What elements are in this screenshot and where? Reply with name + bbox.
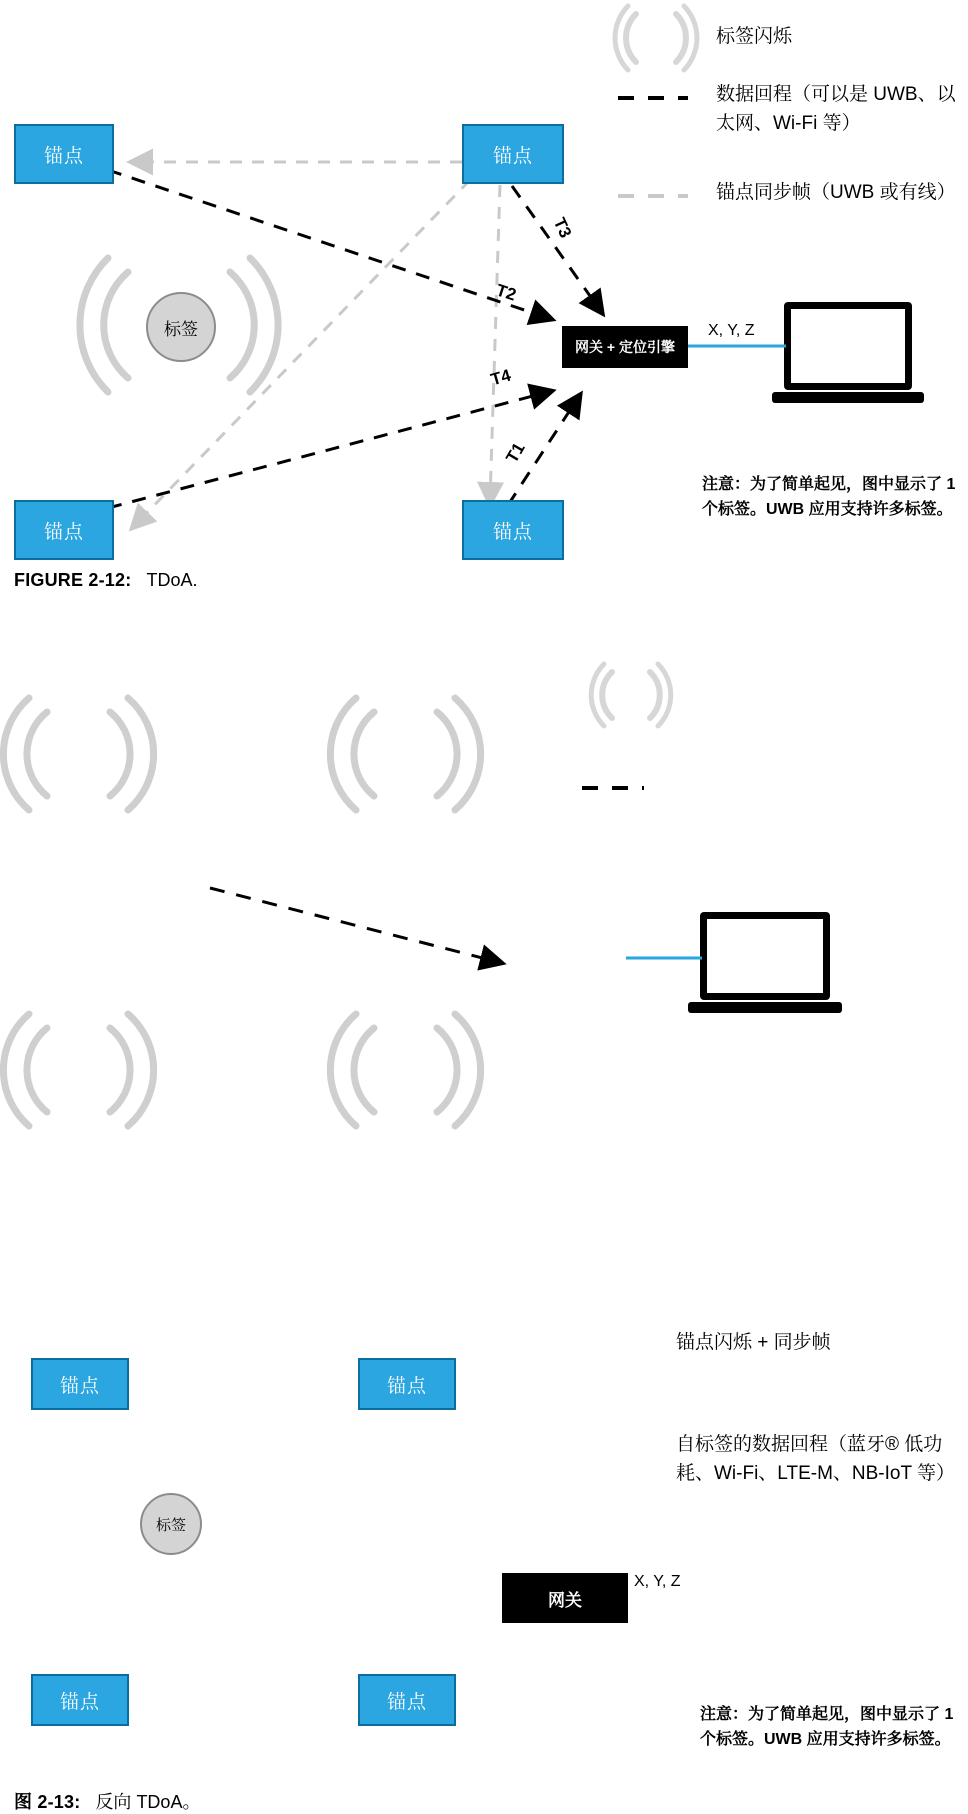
legend-item-tag-backhaul-text: 自标签的数据回程（蓝牙® 低功耗、Wi-Fi、LTE-M、NB-IoT 等） (676, 1434, 956, 1484)
anchor-label: 锚点 (43, 145, 84, 167)
anchor-label: 锚点 (386, 1691, 427, 1713)
anchor-box-bottom-right (462, 500, 564, 560)
figure2-caption (14, 1788, 200, 1814)
tag-to-gateway-line (210, 888, 498, 962)
gateway-positioning-engine (562, 326, 688, 368)
anchor-label: 锚点 (59, 1375, 100, 1397)
gateway-label: 网关 (548, 1590, 582, 1610)
figure2-note: 注意：为了简单起见，图中显示了 1 个标签。UWB 应用支持许多标签。 (700, 1706, 954, 1748)
gateway-label: 网关 + 定位引擎 (575, 339, 675, 355)
anchor-box-top-right (462, 124, 564, 184)
figure1-note: 注意：为了简单起见，图中显示了 1 个标签。UWB 应用支持许多标签。 (702, 476, 956, 518)
figure-tdoa (0, 0, 968, 600)
tag-node (140, 1493, 202, 1555)
legend-item-backhaul: 数据回程（可以是 UWB、以太网、Wi-Fi 等） (716, 84, 956, 134)
anchor-label: 锚点 (492, 521, 533, 543)
tag-label: 标签 (164, 319, 198, 339)
anchor-label: 锚点 (492, 145, 533, 167)
legend-item-anchor-blink: 锚点闪烁 + 同步帧 (676, 1332, 831, 1353)
anchor-label: 锚点 (43, 521, 84, 543)
anchor-box-bottom-left (31, 1674, 129, 1726)
time-label-t3: T3 (549, 214, 576, 241)
figure1-caption-text: TDoA. (146, 570, 198, 590)
legend-item-sync: 锚点同步帧（UWB 或有线） (716, 182, 956, 203)
time-label-t2: T2 (493, 280, 519, 305)
anchor-box-top-left (31, 1358, 129, 1410)
anchor-box-top-right (358, 1358, 456, 1410)
laptop-icon (772, 302, 924, 403)
anchor-label: 锚点 (386, 1375, 427, 1397)
figure2-caption-text: 反向 TDoA。 (95, 1792, 201, 1812)
legend-blink-icon-2 (591, 664, 671, 726)
figure-reverse-tdoa (0, 640, 968, 1812)
anchor-box-top-left (14, 124, 114, 184)
anchor-label: 锚点 (59, 1691, 100, 1713)
figure2-caption-number: 图 2-13: (14, 1792, 81, 1812)
laptop-icon (688, 912, 842, 1013)
xyz-label: X, Y, Z (708, 322, 755, 339)
figure1-caption-number: FIGURE 2-12: (14, 570, 132, 590)
anchor-blink-waves-icon-group (3, 698, 480, 1126)
figure1-caption (14, 570, 197, 591)
legend-item-blink: 标签闪烁 (716, 26, 793, 47)
legend-item-tag-backhaul (676, 1430, 968, 1488)
anchor-box-bottom-right (358, 1674, 456, 1726)
gateway-box (502, 1573, 628, 1623)
time-label-t4: T4 (488, 365, 513, 390)
legend-blink-icon-1 (615, 6, 697, 70)
figure-reverse-tdoa-canvas (0, 640, 968, 1182)
time-label-t1: T1 (502, 439, 529, 467)
tag-node (146, 292, 216, 362)
xyz-label: X, Y, Z (634, 1573, 681, 1590)
tag-label: 标签 (155, 1516, 186, 1534)
anchor-box-bottom-left (14, 500, 114, 560)
